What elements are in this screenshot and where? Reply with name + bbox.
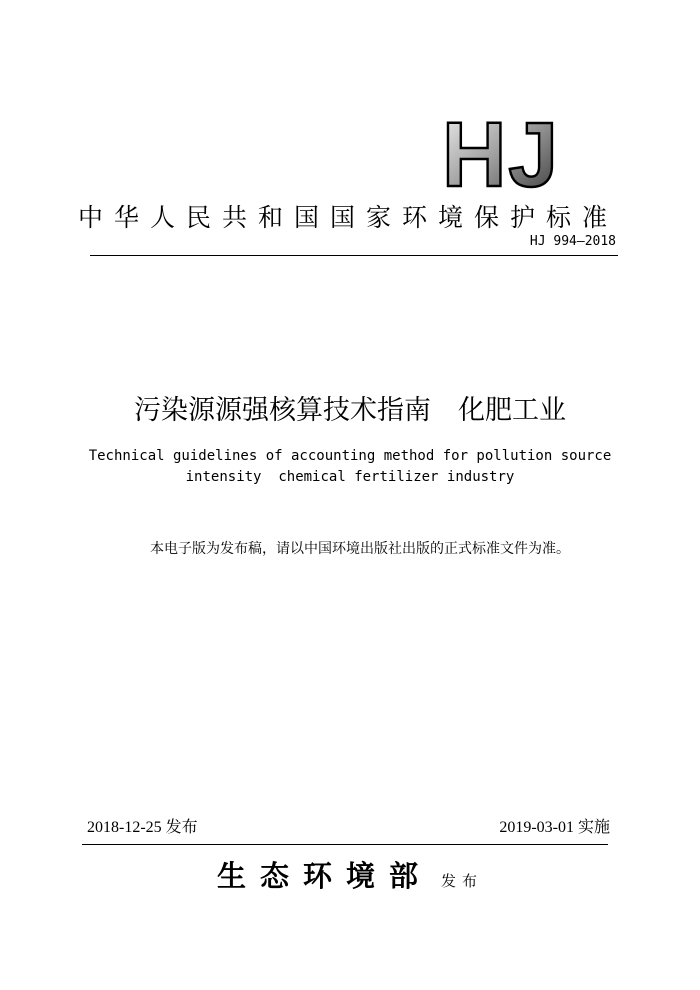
- hj-logo: [440, 118, 562, 190]
- issue-action: 发布: [441, 872, 484, 890]
- organization-title: 中华人民共和国国家环境保护标准: [77, 203, 618, 232]
- footer-divider: [82, 844, 608, 845]
- header-divider: [90, 255, 618, 256]
- edition-notice: 本电子版为发布稿，请以中国环境出版社出版的正式标准文件为准。: [150, 541, 570, 557]
- hj-logo-icon: [440, 118, 562, 190]
- issuing-authority: [0, 854, 700, 895]
- title-en-line-2: intensity chemical fertilizer industry: [185, 469, 515, 485]
- standard-code: HJ 994—2018: [529, 234, 616, 249]
- document-title-en: [0, 446, 700, 488]
- title-en-line-1: Technical guidelines of accounting method for pollution source: [88, 448, 612, 464]
- ministry-name: 生态环境部: [216, 859, 432, 893]
- issue-date: 2018-12-25 发布: [87, 819, 198, 836]
- implementation-date: 2019-03-01 实施: [499, 819, 610, 836]
- logo-text: HJ: [442, 118, 560, 190]
- document-title-zh: 污染源源强核算技术指南 化肥工业: [134, 395, 566, 426]
